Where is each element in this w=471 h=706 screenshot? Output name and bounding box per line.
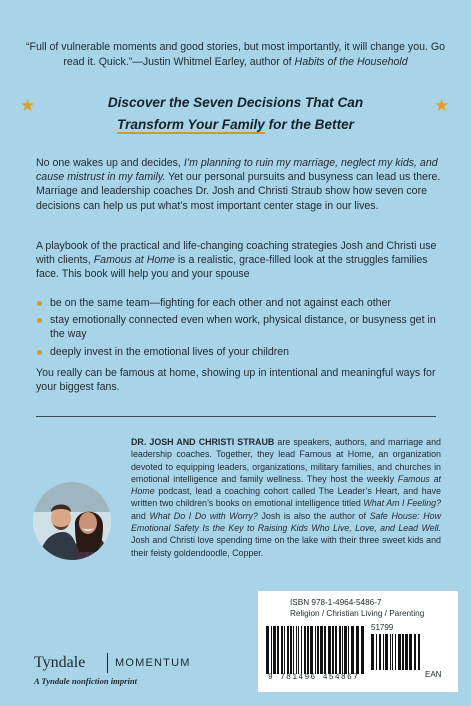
- barcode-bar: [398, 634, 401, 670]
- bio-italic: Famous at Home: [131, 473, 441, 497]
- author-photo: [33, 482, 111, 560]
- author-photo-illustration: [33, 482, 111, 560]
- price-barcode-icon: [371, 634, 421, 670]
- list-item: stay emotionally connected even when work, physical distance, or busyness get in the way: [36, 313, 441, 341]
- barcode-bar: [266, 626, 269, 674]
- barcode-bar: [281, 626, 283, 674]
- isbn-block: [290, 597, 424, 619]
- barcode-bar: [298, 626, 299, 674]
- barcode-icon: [266, 626, 366, 674]
- barcode-bar: [335, 626, 337, 674]
- bio-text: Josh is also the author of: [257, 510, 370, 521]
- benefit-list: [36, 296, 441, 362]
- barcode-bar: [315, 626, 316, 674]
- barcode-bar: [328, 626, 331, 674]
- barcode-bar: [348, 626, 349, 674]
- bio-italic: What Do I Do with Worry?: [149, 510, 258, 521]
- barcode-bar: [361, 626, 364, 674]
- barcode-bar: [414, 634, 416, 670]
- playbook-italic: Famous at Home: [93, 254, 175, 267]
- bio-text: and: [131, 510, 150, 521]
- barcode-number: 9 781496 454867: [268, 674, 360, 682]
- barcode-bar: [332, 626, 334, 674]
- barcode-bar: [351, 626, 354, 674]
- barcode-bar: [371, 634, 374, 670]
- intro-rest: Yet our personal pursuits and busyness can lead us there. Marriage and leadership coaches Dr. Josh and Christi Straub show how seven core decisions can help us put what’s most important center stage in our lives.: [36, 171, 441, 212]
- barcode-bar: [324, 626, 326, 674]
- barcode-bar: [405, 634, 408, 670]
- headline-line2: [60, 114, 411, 136]
- intro-italic: I’m planning to ruin my marriage, neglect my kids, and cause mistrust in my family.: [36, 157, 438, 184]
- barcode-bar: [304, 626, 306, 674]
- star-icon-right: ★: [434, 96, 450, 115]
- barcode-bar: [383, 634, 384, 670]
- playbook-rest: is a realistic, grace-filled look at the struggles families face. This book will help you and your spouse: [36, 254, 428, 281]
- barcode-bar: [307, 626, 309, 674]
- barcode-bar: [277, 626, 279, 674]
- list-item: deeply invest in the emotional lives of your children: [36, 345, 441, 359]
- isbn-number: ISBN 978-1-4964-5486-7: [290, 598, 382, 607]
- section-divider: [36, 416, 436, 417]
- bio-italic: Safe House: How Emotional Safety Is the Key to Raising Kids Who Live, Love, and Lead Well.: [131, 510, 441, 534]
- barcode-bar: [317, 626, 319, 674]
- playbook-lead: A playbook of the practical and life-changing coaching strategies Josh and Christi use with clients,: [36, 240, 437, 267]
- barcode-bar: [290, 626, 292, 674]
- star-icon-left: ★: [20, 96, 36, 115]
- author-names: DR. JOSH AND CHRISTI STRAUB: [131, 437, 275, 447]
- ean-label: EAN: [425, 670, 442, 679]
- headline-line2-rest: for the Better: [264, 117, 354, 132]
- barcode-bar: [379, 634, 381, 670]
- barcode-bar: [390, 634, 391, 670]
- barcode-bar: [385, 634, 388, 670]
- bio-text: Josh and Christi love spending time on the lake with their three sweet kids and their feisty goldendoodle, Copper.: [131, 535, 441, 558]
- bio-italic: What Am I Feeling?: [363, 498, 441, 509]
- barcode-bar: [392, 634, 393, 670]
- barcode-bar: [402, 634, 404, 670]
- barcode-bar: [409, 634, 412, 670]
- book-category: Religion / Christian Living / Parenting: [290, 609, 425, 618]
- barcode-bar: [339, 626, 341, 674]
- quote-text: “Full of vulnerable moments and good stories, but most importantly, it will change you. Go read it. Quick.”—Justin Whitmel Earley, author of: [25, 41, 446, 68]
- endorsement-quote: [18, 40, 453, 70]
- barcode-bar: [320, 626, 323, 674]
- headline-line1: Discover the Seven Decisions That Can: [107, 95, 364, 110]
- bio-text: podcast, lead a coaching cohort called The Leader’s Heart, and have written two children’s books on emotional intelligence titled: [131, 486, 441, 509]
- barcode-bar: [342, 626, 343, 674]
- barcode-bar: [296, 626, 297, 674]
- publisher-logo: Tyndale: [34, 654, 86, 671]
- bio-text: are speakers, authors, and marriage and leadership coaches. Together, they lead Famous at Home, an organization devoted to equipping leaders, organizations, military families, and churches in emotional intelligence and family wellness. They host the weekly: [131, 437, 441, 484]
- barcode-bar: [271, 626, 272, 674]
- barcode-bar: [376, 634, 377, 670]
- playbook-paragraph: [36, 239, 441, 282]
- logo-divider: [107, 653, 108, 673]
- headline-highlight: Transform Your Family: [117, 117, 265, 132]
- barcode-bar: [418, 634, 420, 670]
- barcode-bar: [273, 626, 276, 674]
- author-bio: [131, 436, 441, 559]
- quote-book-title: Habits of the Household: [294, 56, 408, 68]
- price-code: 51799: [371, 623, 394, 632]
- barcode-bar: [310, 626, 313, 674]
- barcode-bar: [287, 626, 289, 674]
- intro-paragraph: [36, 156, 441, 213]
- closing-paragraph: You really can be famous at home, showing up in intentional and meaningful ways for your biggest fans.: [36, 367, 436, 394]
- barcode-bar: [301, 626, 302, 674]
- barcode-bar: [284, 626, 285, 674]
- list-item: be on the same team—fighting for each other and not against each other: [36, 296, 441, 310]
- intro-lead: No one wakes up and decides,: [36, 157, 184, 169]
- barcode-bar: [344, 626, 347, 674]
- barcode-bar: [293, 626, 294, 674]
- barcode-bar: [395, 634, 396, 670]
- barcode-bar: [356, 626, 359, 674]
- headline: [60, 92, 411, 136]
- imprint-name: MOMENTUM: [115, 657, 191, 669]
- imprint-tagline: A Tyndale nonfiction imprint: [34, 676, 138, 686]
